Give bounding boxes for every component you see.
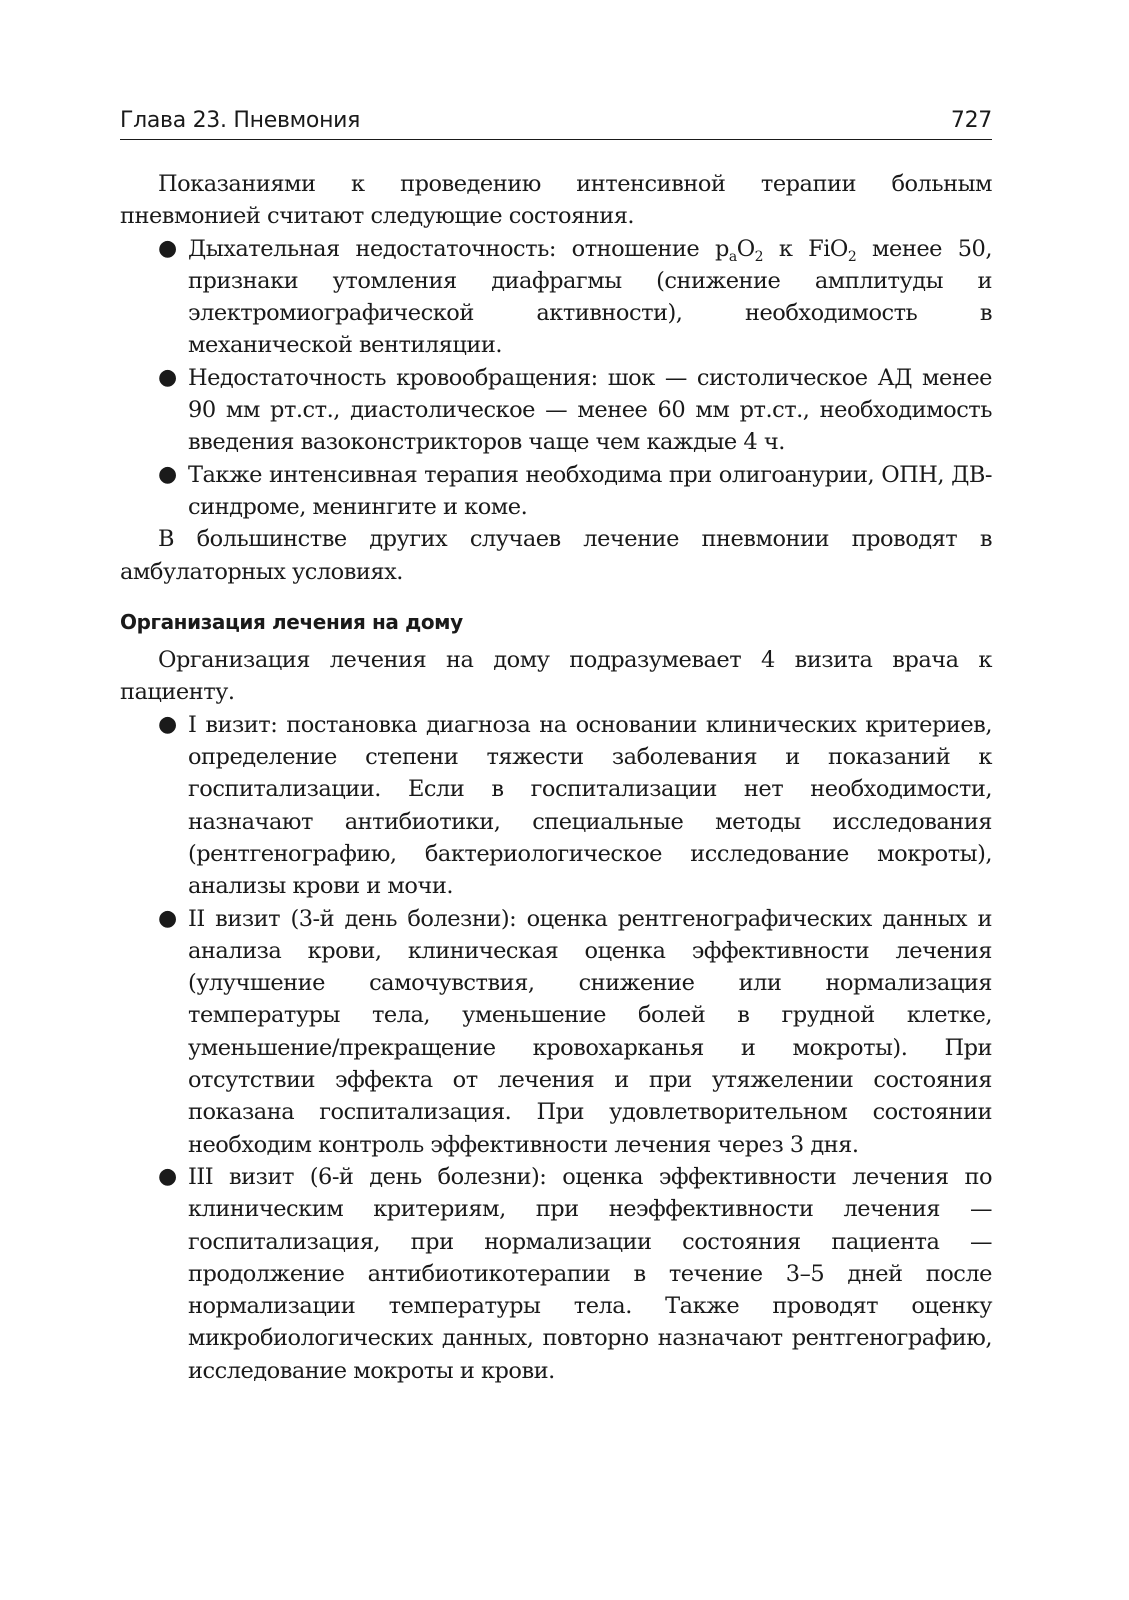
- intro-paragraph: Показаниями к проведению интенсивной терапии больным пневмонией считают следующие состояния.: [120, 171, 992, 230]
- list-item: ● Недостаточность кровообращения: шок — систолическое АД менее 90 мм рт.ст., диастолическое — менее 60 мм рт.ст., необходимость введения вазоконстрикторов чаще чем каждые 4 ч.: [120, 362, 992, 459]
- chapter-title: Глава 23. Пневмония: [120, 108, 361, 133]
- intensive-care-indications-list: [120, 233, 992, 524]
- outpatient-paragraph: В большинстве других случаев лечение пневмонии проводят в амбулаторных условиях.: [120, 526, 992, 585]
- bullet-icon: ●: [158, 364, 177, 390]
- list-item: ● III визит (6-й день болезни): оценка эффективности лечения по клиническим критериям, при неэффективности лечения — госпитализация, при нормализации состояния пациента — продолжение антибиотикотерапии в течение 3–5 дней после нормализации температуры тела. Также проводят оценку микробиологических данных, повторно назначают рентгенографию, исследование мокроты и крови.: [120, 1161, 992, 1387]
- list-item: ● I визит: постановка диагноза на основании клинических критериев, определение степени тяжести заболевания и показаний к госпитализации. Если в госпитализации нет необходимости, назначают антибиотики, специальные методы исследования (рентгенографию, бактериологическое исследование мокроты), анализы крови и мочи.: [120, 709, 992, 903]
- list-item: ● II визит (3-й день болезни): оценка рентгенографических данных и анализа крови, клиническая оценка эффективности лечения (улучшение самочувствия, снижение или нормализация температуры тела, уменьшение болей в грудной клетке, уменьшение/прекращение кровохарканья и мокроты). При отсутствии эффекта от лечения и при утяжелении состояния показана госпитализация. При удовлетворительном состоянии необходим контроль эффективности лечения через 3 дня.: [120, 903, 992, 1161]
- page-number: 727: [950, 108, 992, 133]
- list-item: ● Также интенсивная терапия необходима при олигоанурии, ОПН, ДВ-синдроме, менингите и коме.: [120, 459, 992, 524]
- running-header: [120, 108, 992, 140]
- section-heading: Организация лечения на дому: [120, 609, 463, 634]
- bullet-icon: ●: [158, 905, 177, 931]
- bullet-icon: ●: [158, 711, 177, 737]
- list-item: ● Дыхательная недостаточность: отношение $p_aO_2$ к FiO$_2$ менее 50, признаки утомления диафрагмы (снижение амплитуды и электромиографической активности), необходимость в механической вентиляции.: [120, 233, 992, 362]
- page-body: [120, 168, 992, 1387]
- home-visits-list: [120, 709, 992, 1387]
- bullet-icon: ●: [158, 461, 177, 487]
- section-intro-paragraph: Организация лечения на дому подразумевает 4 визита врача к пациенту.: [120, 647, 992, 706]
- bullet-icon: ●: [158, 1163, 177, 1189]
- bullet-icon: ●: [158, 235, 177, 261]
